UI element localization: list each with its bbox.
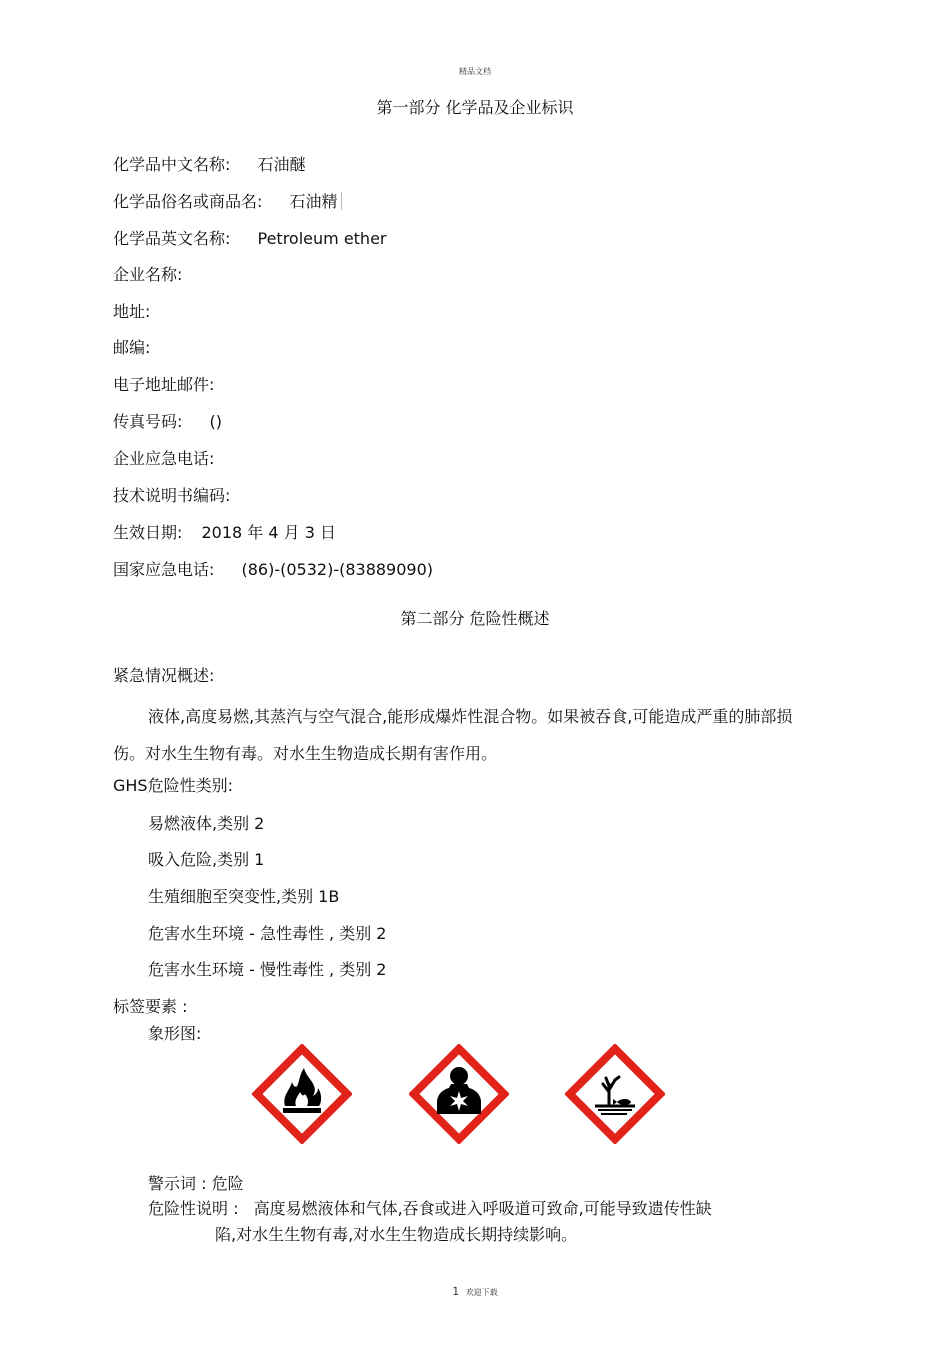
section1-title: 第一部分 化学品及企业标识 bbox=[376, 98, 574, 117]
field-fax bbox=[113, 409, 222, 432]
field-label: 传真号码: bbox=[113, 412, 183, 431]
footer-note: 欢迎下载 bbox=[465, 1288, 498, 1297]
field-cn-name bbox=[113, 152, 306, 175]
pictogram-row bbox=[252, 1044, 672, 1144]
field-effective-date bbox=[113, 520, 336, 543]
field-value: 石油精 bbox=[289, 192, 338, 211]
field-postcode bbox=[113, 335, 156, 358]
field-value: Petroleum ether bbox=[257, 229, 387, 248]
field-label: 化学品中文名称: bbox=[113, 155, 231, 174]
field-label: 生效日期: bbox=[113, 523, 183, 542]
field-company bbox=[113, 262, 188, 285]
text-cursor-mark bbox=[341, 192, 342, 210]
section2-title: 第二部分 危险性概述 bbox=[400, 609, 550, 628]
field-label: 技术说明书编码: bbox=[113, 486, 231, 505]
field-emergency-phone bbox=[113, 446, 220, 469]
ghs-item: 易燃液体,类别 2 bbox=[148, 814, 265, 833]
field-label: 企业名称: bbox=[113, 265, 183, 284]
emergency-overview-text: 液体,高度易燃,其蒸汽与空气混合,能形成爆炸性混合物。如果被吞食,可能造成严重的肺部损伤。对水生生物有毒。对水生生物造成长期有害作用。 bbox=[113, 707, 793, 763]
flame-icon bbox=[252, 1044, 352, 1144]
ghs-item: 危害水生环境 - 慢性毒性 , 类别 2 bbox=[148, 960, 387, 979]
field-value: 石油醚 bbox=[257, 155, 306, 174]
field-value: (86)-(0532)-(83889090) bbox=[241, 560, 434, 579]
field-address bbox=[113, 299, 156, 322]
ghs-item: 吸入危险,类别 1 bbox=[148, 850, 265, 869]
field-common-name bbox=[113, 189, 342, 212]
field-national-emergency-phone bbox=[113, 557, 433, 580]
page-number: 1 bbox=[452, 1285, 460, 1298]
header-note: 精品文档 bbox=[459, 67, 491, 76]
health-hazard-icon bbox=[409, 1044, 509, 1144]
field-value: 2018 年 4 月 3 日 bbox=[201, 523, 337, 542]
field-tech-code bbox=[113, 483, 236, 506]
field-label: 国家应急电话: bbox=[113, 560, 215, 579]
field-label: 化学品英文名称: bbox=[113, 229, 231, 248]
field-value: () bbox=[209, 412, 222, 431]
label-elements-heading: 标签要素 : bbox=[113, 997, 188, 1016]
hazard-statement-text: 高度易燃液体和气体,吞食或进入呼吸道可致命,可能导致遗传性缺 bbox=[253, 1199, 712, 1218]
page-footer bbox=[0, 1285, 950, 1298]
hazard-statement bbox=[148, 1196, 712, 1219]
field-label: 电子地址邮件: bbox=[113, 375, 215, 394]
ghs-category-label: GHS危险性类别: bbox=[113, 776, 233, 795]
hazard-statement-label: 危险性说明 : bbox=[148, 1199, 239, 1218]
field-label: 企业应急电话: bbox=[113, 449, 215, 468]
signal-word: 警示词 : 危险 bbox=[148, 1174, 244, 1193]
field-label: 邮编: bbox=[113, 338, 151, 357]
field-en-name bbox=[113, 226, 387, 249]
ghs-item: 危害水生环境 - 急性毒性 , 类别 2 bbox=[148, 924, 387, 943]
emergency-overview-label: 紧急情况概述: bbox=[113, 666, 215, 685]
field-label: 地址: bbox=[113, 302, 151, 321]
hazard-statement-continued: 陷,对水生生物有毒,对水生生物造成长期持续影响。 bbox=[215, 1225, 578, 1244]
pictogram-label: 象形图: bbox=[148, 1024, 202, 1043]
field-email bbox=[113, 372, 220, 395]
environment-icon bbox=[565, 1044, 665, 1144]
field-label: 化学品俗名或商品名: bbox=[113, 192, 263, 211]
ghs-item: 生殖细胞至突变性,类别 1B bbox=[148, 887, 340, 906]
